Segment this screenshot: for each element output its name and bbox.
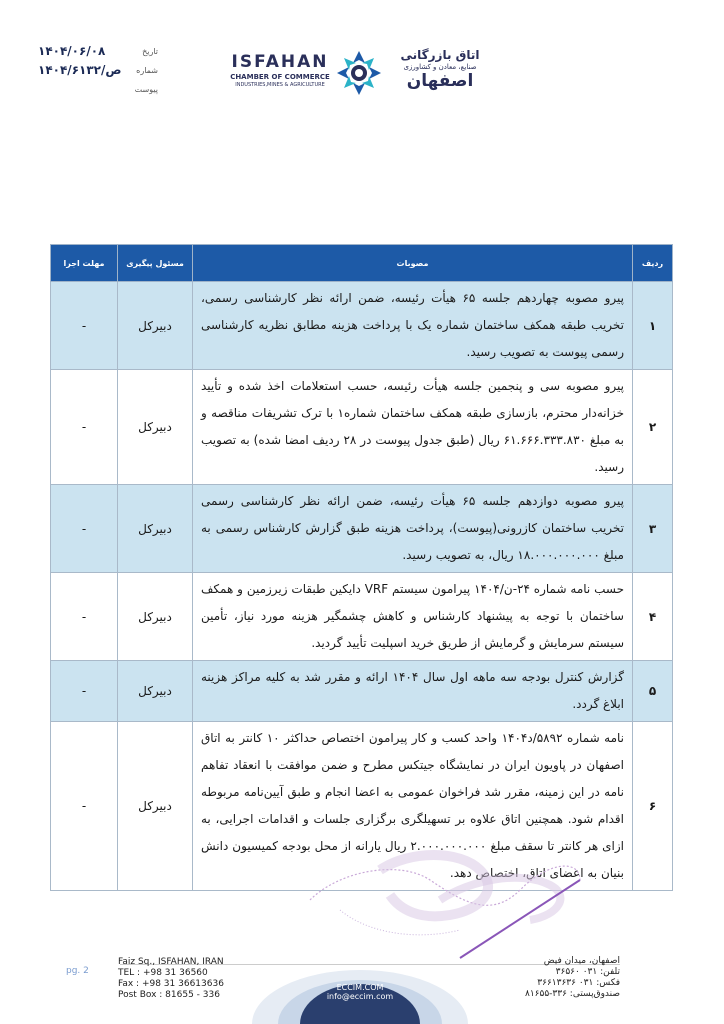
responsible-cell: دبیرکل: [118, 282, 193, 370]
logo-en-line3: INDUSTRIES,MINES & AGRICULTURE: [235, 82, 325, 88]
responsible-cell: دبیرکل: [118, 485, 193, 573]
date-value: ۱۴۰۴/۰۶/۰۸: [38, 44, 106, 58]
deadline-cell: -: [51, 370, 118, 485]
address-fa-street: اصفهان، میدان فیض: [543, 956, 620, 966]
table-row: [51, 573, 673, 661]
deadline-cell: -: [51, 485, 118, 573]
address-fa-post-box: صندوق‌پستی: ۳۳۶-۸۱۶۵۵: [525, 989, 620, 999]
logo-fa-line2: صنایع، معادن و کشاورزی: [403, 63, 477, 71]
header-responsible: مسئول پیگیری: [118, 245, 193, 282]
email-link[interactable]: info@eccim.com: [326, 992, 394, 1001]
website-link[interactable]: ECCIM.COM: [336, 983, 384, 992]
resolution-text: گزارش کنترل بودجه سه ماهه اول سال ۱۴۰۴ ارائه و مقرر شد به کلیه مراکز هزینه ابلاغ گردد.: [193, 661, 633, 722]
address-tel: TEL : +98 31 36560: [118, 968, 208, 978]
resolutions-table: [50, 244, 673, 891]
row-number: ۳: [633, 485, 673, 573]
date-label: تاریخ: [142, 47, 158, 56]
logo-persian: [388, 48, 492, 91]
address-street: Faiz Sq., ISFAHAN, IRAN: [118, 957, 224, 967]
logo-english: [228, 52, 332, 88]
table-row: [51, 370, 673, 485]
header-deadline: مهلت اجرا: [51, 245, 118, 282]
deadline-cell: -: [51, 661, 118, 722]
row-number: ۲: [633, 370, 673, 485]
chamber-logo-icon: [334, 48, 384, 98]
address-fax: Fax : +98 31 36613636: [118, 979, 224, 989]
attachment-row: [38, 80, 158, 99]
header-resolutions: مصوبات: [193, 245, 633, 282]
date-row: [38, 42, 158, 61]
page-number: pg. 2: [66, 966, 89, 976]
logo-fa-city: اصفهان: [406, 71, 474, 91]
responsible-cell: دبیرکل: [118, 370, 193, 485]
resolution-text: پیرو مصوبه دوازدهم جلسه ۶۵ هیأت رئیسه، ضمن ارائه نظر کارشناسی رسمی تخریب ساختمان کازرونی(پیوست)، پرداخت هزینه طبق گزارش کارشناس رسمی به مبلغ ۱۸.۰۰۰.۰۰۰.۰۰۰ ریال، به تصویب رسید.: [193, 485, 633, 573]
footer-web: [312, 983, 408, 1001]
resolution-text: نامه شماره ۵۸۹۲/د۱۴۰۴ واحد کسب و کار پیرامون اختصاص حداکثر ۱۰ کانتر به اتاق اصفهان در پاویون ایران در نمایشگاه جیتکس مطرح و ضمن موافقت با انعقاد تفاهم نامه در این زمینه، مقرر شد فراخوان عمومی به اعضا انجام و طبق آیین‌نامه مربوطه اقدام شود. همچنین اتاق علاوه بر تسهیلگری برگزاری جلسات و اقدامات اجرایی، به ازای هر کانتر تا سقف مبلغ ۲.۰۰۰.۰۰۰.۰۰۰ ریال یارانه از محل بودجه کمیسیون دانش بنیان به اعضای اتاق، اختصاص دهد.: [193, 722, 633, 891]
logo-en-title: ISFAHAN: [231, 52, 329, 72]
logo-fa-title: اتاق بازرگانی: [400, 48, 480, 62]
table-row: [51, 661, 673, 722]
table-row: [51, 282, 673, 370]
signature-scribble: [280, 840, 600, 970]
responsible-cell: دبیرکل: [118, 722, 193, 891]
address-post-box: Post Box : 81655 - 336: [118, 990, 220, 1000]
footer-address-persian: [500, 956, 620, 1000]
number-label: شماره: [136, 66, 158, 75]
resolution-text: پیرو مصوبه چهاردهم جلسه ۶۵ هیأت رئیسه، ضمن ارائه نظر کارشناسی رسمی، تخریب طبقه همکف ساختمان شماره یک با پرداخت هزینه مطابق نظریه کارشناسی رسمی پیوست به تصویب رسید.: [193, 282, 633, 370]
footer-address-english: [118, 957, 224, 1001]
attachment-label: پیوست: [134, 85, 158, 94]
table-row: [51, 485, 673, 573]
deadline-cell: -: [51, 722, 118, 891]
deadline-cell: -: [51, 282, 118, 370]
table-header-row: [51, 245, 673, 282]
row-number: ۶: [633, 722, 673, 891]
letter-meta: [38, 42, 158, 99]
row-number: ۵: [633, 661, 673, 722]
row-number: ۱: [633, 282, 673, 370]
resolution-text: پیرو مصوبه سی و پنجمین جلسه هیأت رئیسه، حسب استعلامات اخذ شده و تأیید خزانه‌دار محترم، بازسازی طبقه همکف ساختمان شماره۱ با ترک تشریفات مناقصه و به مبلغ ۶۱.۶۶۶.۳۳۳.۸۳۰ ریال (طبق جدول پیوست در ۲۸ ردیف امضا شده) به تصویب رسید.: [193, 370, 633, 485]
number-value: ۱۴۰۴/ص/۶۱۳۲: [38, 63, 122, 77]
resolution-text: حسب نامه شماره ۲۴-ن/۱۴۰۴ پیرامون سیستم VRF دایکین طبقات زیرزمین و همکف ساختمان با توجه به پیشنهاد کارشناس و کاهش چشمگیر هزینه مورد نیاز، تأمین سیستم سرمایش و گرمایش از طریق خرید اسپلیت تأیید گردید.: [193, 573, 633, 661]
header-row-number: ردیف: [633, 245, 673, 282]
address-fa-fax: فکس: ۰۳۱ ۳۶۶۱۳۶۳۶: [537, 978, 620, 988]
row-number: ۴: [633, 573, 673, 661]
address-fa-tel: تلفن: ۰۳۱ ۳۶۵۶۰: [555, 967, 620, 977]
number-row: [38, 61, 158, 80]
responsible-cell: دبیرکل: [118, 661, 193, 722]
logo-en-line2: CHAMBER OF COMMERCE: [230, 73, 330, 81]
responsible-cell: دبیرکل: [118, 573, 193, 661]
deadline-cell: -: [51, 573, 118, 661]
